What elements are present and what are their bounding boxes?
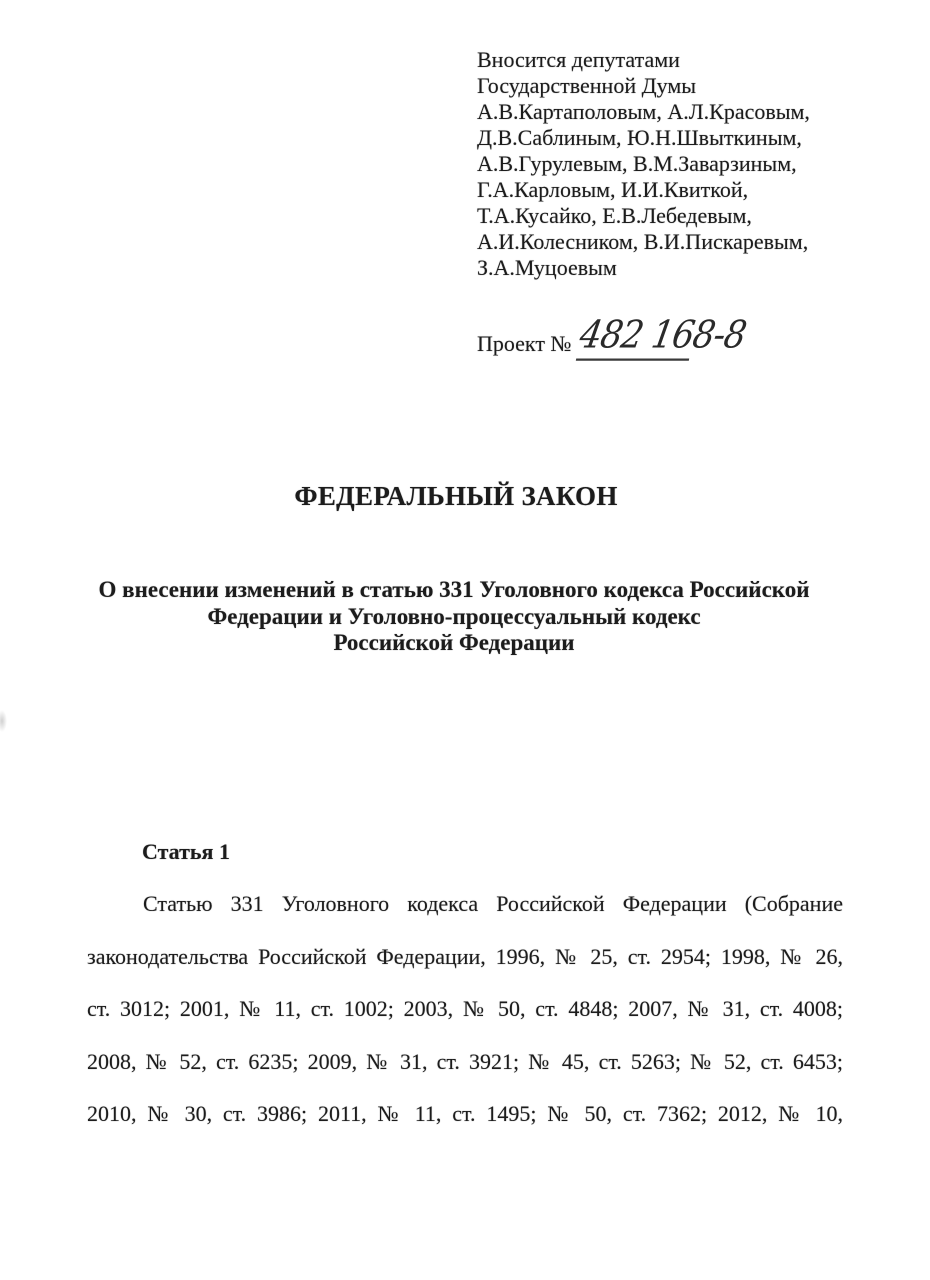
submission-line: Д.В.Саблиным, Ю.Н.Швыткиным, <box>477 125 802 150</box>
submission-line: А.В.Гурулевым, В.М.Заварзиным, <box>477 151 797 176</box>
article-1-heading: Статья 1 <box>142 839 230 864</box>
law-subtitle <box>0 577 908 657</box>
handwritten-project-number <box>576 312 750 358</box>
submission-line: Г.А.Карловым, И.И.Квиткой, <box>477 177 749 202</box>
submission-line: З.А.Муцоевым <box>477 255 617 280</box>
submission-line: А.И.Колесником, В.И.Пискаревым, <box>477 229 809 254</box>
article-1-paragraph <box>87 878 843 1141</box>
submission-block <box>477 47 810 281</box>
submission-line: Т.А.Кусайко, Е.В.Лебедевым, <box>477 203 752 228</box>
law-title: ФЕДЕРАЛЬНЫЙ ЗАКОН <box>294 481 618 511</box>
submission-line: Вносится депутатами <box>477 47 680 72</box>
paragraph-line: ст. 3012; 2001, № 11, ст. 1002; 2003, № 50, ст. 4848; 2007, № 31, ст. 4008; <box>87 996 843 1021</box>
submission-line: Государственной Думы <box>477 73 697 98</box>
law-subtitle-line: Федерации и Уголовно-процессуальный кодекс <box>207 603 701 629</box>
paragraph-line: 2008, № 52, ст. 6235; 2009, № 31, ст. 3921; № 45, ст. 5263; № 52, ст. 6453; <box>87 1048 843 1074</box>
scan-artifact <box>0 710 7 732</box>
paragraph-line: Статью 331 Уголовного кодекса Российской Федерации (Собрание <box>143 891 843 916</box>
paragraph-line: 2010, № 30, ст. 3986; 2011, № 11, ст. 1495; № 50, ст. 7362; 2012, № 10, <box>87 1101 843 1126</box>
paragraph-line: законодательства Российской Федерации, 1996, № 25, ст. 2954; 1998, № 26, <box>87 943 843 969</box>
handwritten-number-underlined-part: 482 16 <box>576 313 697 361</box>
submission-line: А.В.Картаполовым, А.Л.Красовым, <box>477 99 810 124</box>
project-number-label: Проект № <box>477 331 572 356</box>
project-number-line <box>477 312 807 380</box>
handwritten-number-rest: 8-8 <box>689 312 750 358</box>
law-subtitle-line: О внесении изменений в статью 331 Уголовного кодекса Российской <box>98 577 810 602</box>
law-subtitle-line: Российской Федерации <box>333 630 575 655</box>
